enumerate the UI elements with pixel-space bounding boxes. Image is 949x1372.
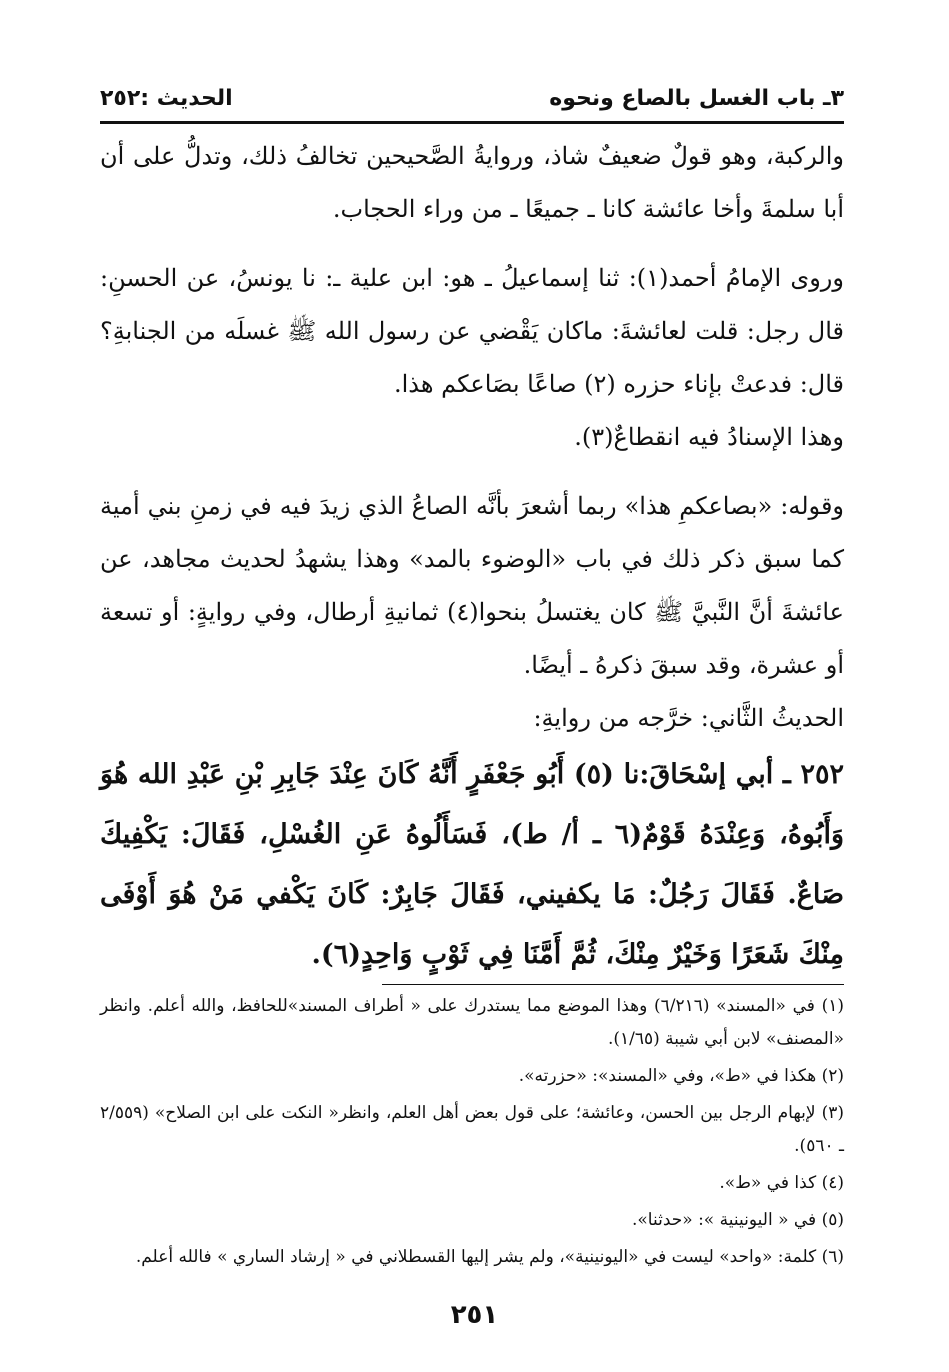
- footnote-3: (٣) لإبهام الرجل بين الحسن، وعائشة؛ على قول بعض أهل العلم، وانظر« النكت على ابن الصلاح» (٢/٥٥٩ ـ ٥٦٠).: [100, 1103, 844, 1156]
- hadith-reference: الحديث :٢٥٢: [100, 85, 233, 111]
- paragraph-5: الحديثُ الثَّاني: خرَّجه من روايةِ:: [533, 704, 844, 732]
- main-text: [100, 130, 844, 985]
- chapter-title: ٣ـ باب الغسل بالصاع ونحوه: [549, 85, 844, 111]
- paragraph-1: والركبة، وهو قولٌ ضعيفٌ شاذ، وروايةُ الصَّحيحين تخالفُ ذلك، وتدلُّ على أن أبا سلمةَ وأخا عائشة كانا ـ جميعًا ـ من وراء الحجاب.: [100, 142, 845, 223]
- hadith-text: ٢٥٢ ـ أبي إسْحَاقَ:نا (٥) أَبُو جَعْفَرٍ أَنَّهُ كَانَ عِنْدَ جَابِرِ بْنِ عَبْدِ الله هُوَ وَأَبُوهُ، وَعِنْدَهُ قَوْمٌ(٦ ـ أ/ ط)، فَسَأَلُوهُ عَنِ الغُسْلِ، فَقَالَ: يَكْفِيكَ صَاعٌ. فَقَالَ رَجُلٌ: مَا يكفيني، فَقَالَ جَابِرٌ: كَانَ يَكْفي مَنْ هُوَ أَوْفَى مِنْكَ شَعَرًا وَخَيْرٌ مِنْكَ، ثُمَّ أَمَّنَا فِي ثَوْبٍ وَاحِدٍ(٦).: [100, 759, 845, 970]
- footnote-6: (٦) كلمة: «واحد» ليست في «اليونينية»، ولم يشر إليها القسطلاني في « إرشاد الساري » فالله أعلم.: [135, 1247, 844, 1267]
- paragraph-3: وهذا الإسنادُ فيه انقطاعٌ(٣).: [574, 423, 844, 451]
- footnote-4: (٤) كذا في «ط».: [719, 1173, 844, 1193]
- footnote-2: (٢) هكذا في «ط»، وفي «المسند»: «حزرته».: [518, 1066, 844, 1086]
- paragraph-4: وقوله: «بصاعكمِ هذا» ربما أشعرَ بأنَّه الصاعُ الذي زيدَ فيه في زمنِ بني أمية كما سبق ذكر ذلك في باب «الوضوء بالمد» وهذا يشهدُ لحديث مجاهد، عن عائشةَ أنَّ النَّبيَّ ﷺ كان يغتسلُ بنحوا(٤) ثمانيةِ أرطال، وفي روايةٍ: أو تسعة أو عشرة، وقد سبقَ ذكرهُ ـ أيضًا.: [100, 492, 844, 679]
- footnote-row: [100, 1097, 844, 1167]
- footnotes: [100, 990, 844, 1278]
- header-rule: [100, 121, 844, 124]
- footnote-5: (٥) في « اليونينية »: «حدثنا».: [632, 1210, 844, 1230]
- running-header: [100, 82, 844, 114]
- paragraph-gap: [100, 236, 844, 252]
- paragraph-gap: [100, 464, 844, 480]
- footnote-1: (١) في «المسند» (٦/٢١٦) وهذا الموضع مما يستدرك على « أطراف المسند»للحافظ، والله أعلم. وانظر «المصنف» لابن أبي شيبة (١/٦٥).: [100, 996, 844, 1049]
- page-number: ٢٥١: [450, 1300, 499, 1330]
- footnote-rule: [382, 984, 844, 985]
- paragraph-2: وروى الإمامُ أحمد(١): ثنا إسماعيلُ ـ هو: ابن علية ـ: نا يونسُ، عن الحسنِ: قال رجل: قلت لعائشةَ: ماكان يَقْضي عن رسول الله ﷺ غسلَه من الجنابةِ؟ قال: فدعتْ بإناء حزره (٢) صاعًا بصَاعكم هذا.: [100, 264, 844, 398]
